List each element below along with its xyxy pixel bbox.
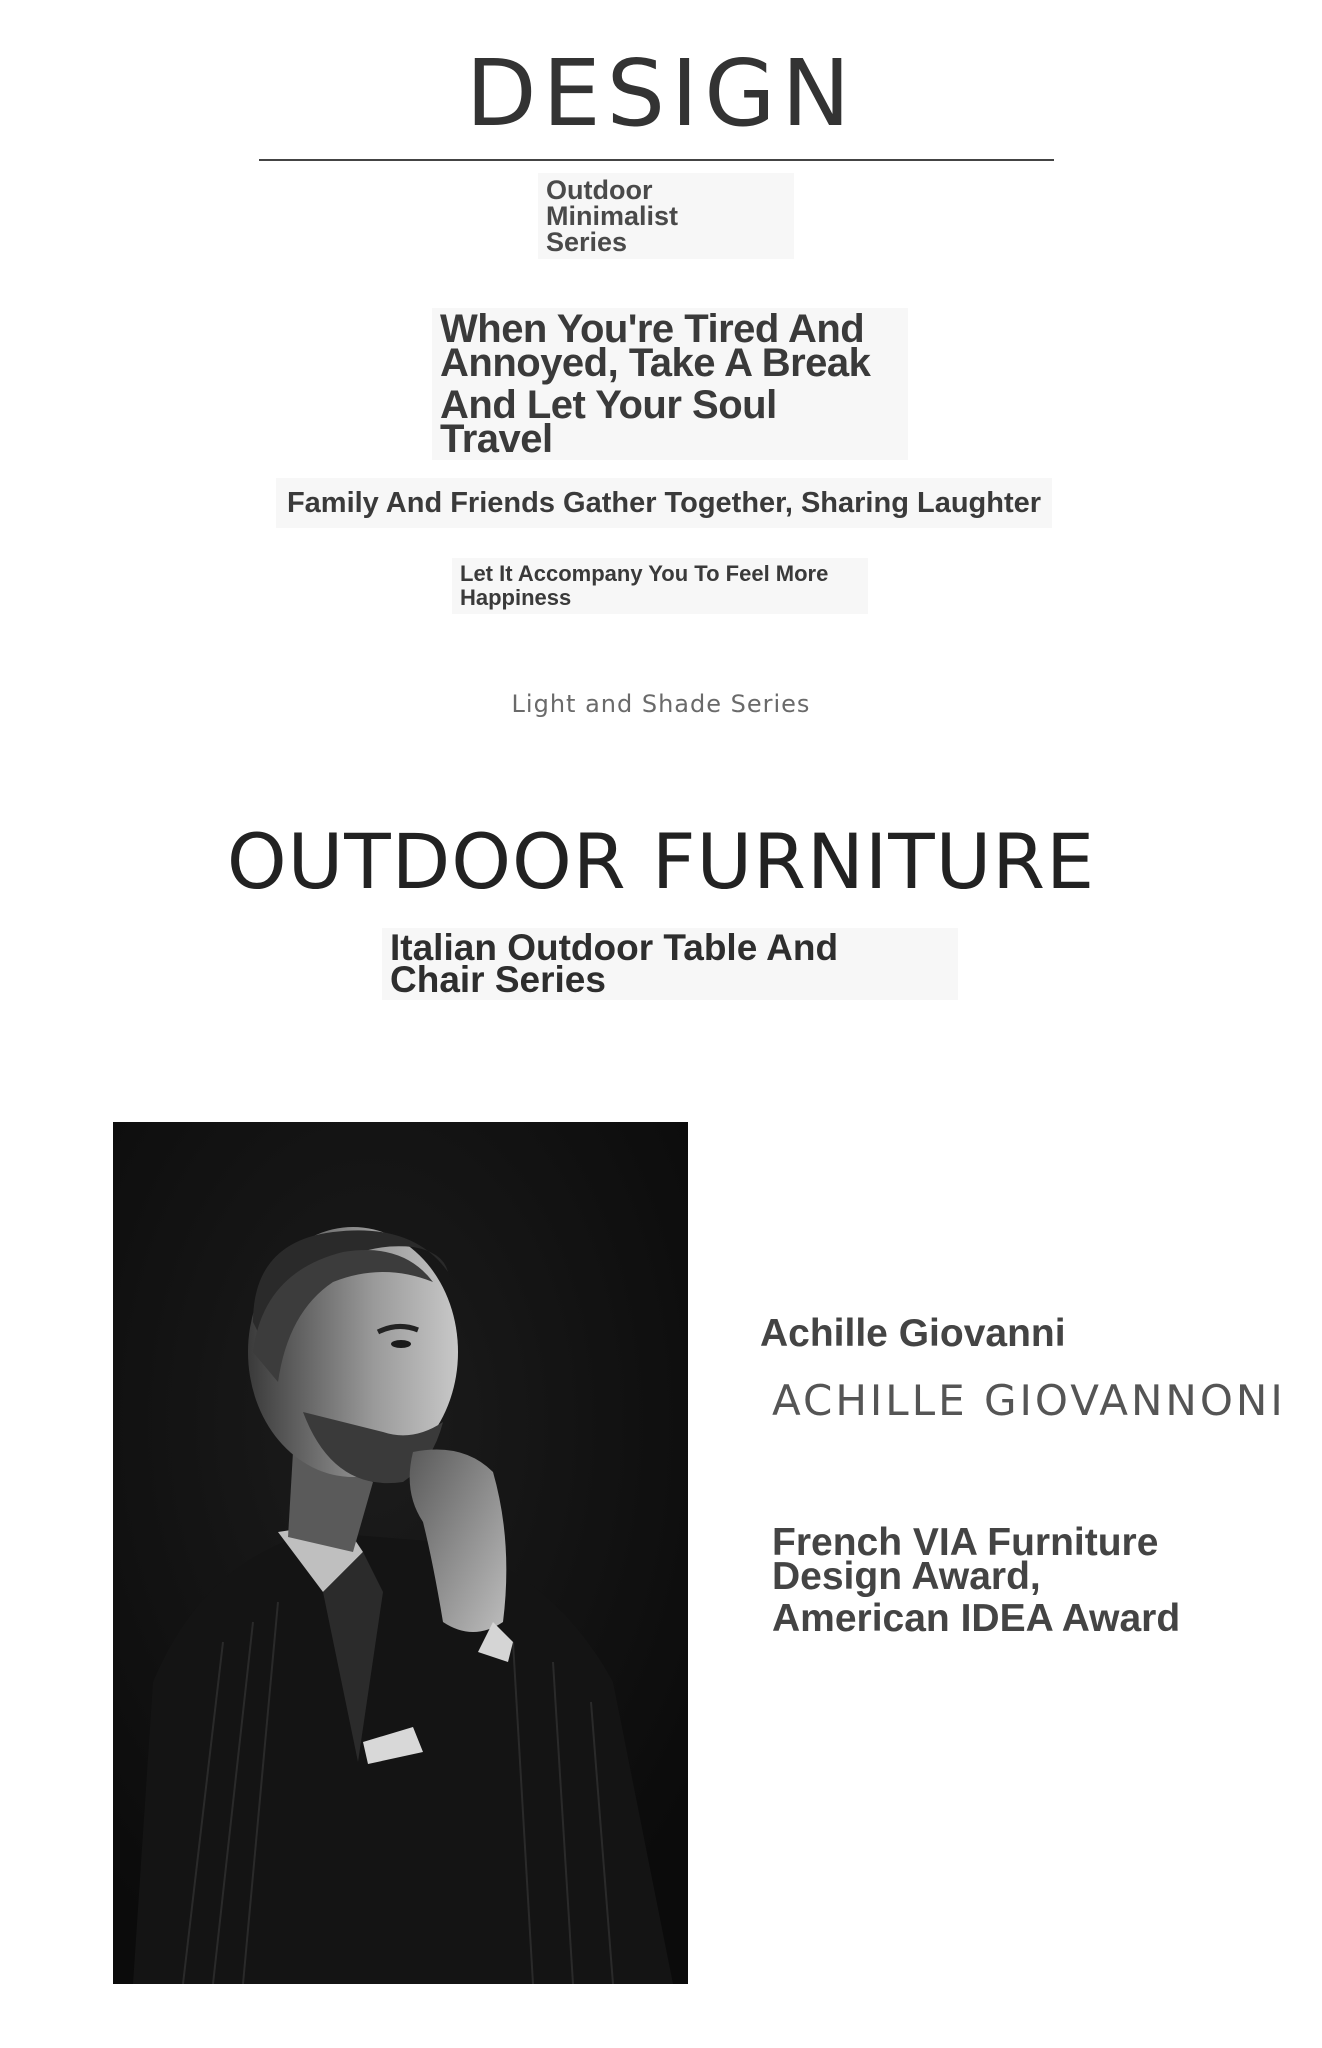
designer-name: Achille Giovanni bbox=[760, 1312, 1066, 1355]
headline-line4: Travel bbox=[440, 417, 553, 461]
designer-portrait bbox=[113, 1122, 688, 1984]
italian-series-subtitle bbox=[382, 928, 958, 1000]
portrait-illustration bbox=[113, 1122, 688, 1984]
series-subtitle-line1: Outdoor Minimalist bbox=[546, 175, 679, 231]
series-subtitle-line2: Series bbox=[546, 227, 628, 257]
award-line1: French VIA Furniture bbox=[772, 1521, 1159, 1564]
headline-line3: And Let Your Soul bbox=[440, 383, 777, 427]
outdoor-furniture-title: OUTDOOR FURNITURE bbox=[226, 817, 1096, 906]
accompany-line2: Happiness bbox=[460, 585, 572, 610]
designer-awards bbox=[772, 1521, 1242, 1640]
accompany-line1: Let It Accompany You To Feel More bbox=[460, 561, 829, 586]
award-line3: American IDEA Award bbox=[772, 1597, 1181, 1640]
title-divider bbox=[259, 159, 1054, 161]
headline bbox=[432, 308, 908, 460]
italian-subtitle-line2: Chair Series bbox=[390, 959, 606, 1000]
series-label: Light and Shade Series bbox=[511, 690, 811, 718]
family-tagline: Family And Friends Gather Together, Sharing Laughter bbox=[276, 478, 1052, 528]
series-subtitle bbox=[538, 173, 794, 259]
design-title: DESIGN bbox=[465, 40, 857, 147]
headline-line1: When You're Tired And bbox=[440, 307, 865, 351]
italian-subtitle-line1: Italian Outdoor Table And bbox=[390, 927, 839, 968]
award-line2: Design Award, bbox=[772, 1555, 1041, 1598]
headline-line2: Annoyed, Take A Break bbox=[440, 341, 871, 385]
accompany-tagline bbox=[452, 558, 868, 614]
designer-name-caps: ACHILLE GIOVANNONI bbox=[772, 1376, 1286, 1425]
